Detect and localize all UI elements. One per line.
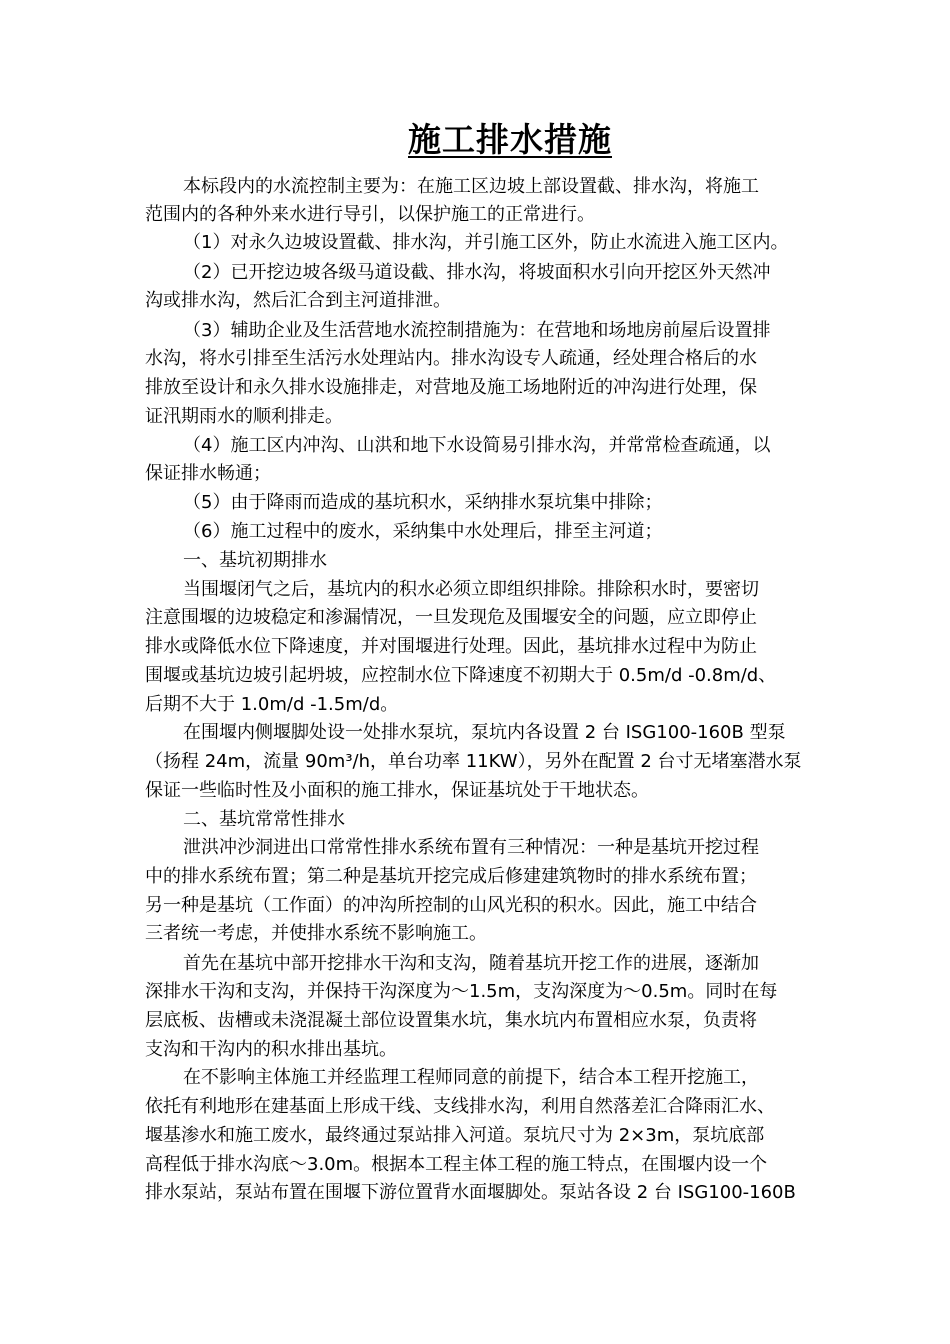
- text-line: 堰基渗水和施工废水，最终通过泵站排入河道。泵坑尺寸为 2×3m，泵坑底部: [145, 1125, 765, 1146]
- text-line: （6）施工过程中的废水，采纳集中水处理后，排至主河道；: [183, 521, 663, 542]
- text-line: （5）由于降雨而造成的基坑积水，采纳排水泵坑集中排除；: [183, 492, 663, 513]
- text-line: 注意围堰的边坡稳定和渗漏情况，一旦发现危及围堰安全的问题，应立即停止: [145, 607, 757, 628]
- document-title: 施工排水措施: [408, 120, 612, 159]
- text-line: 层底板、齿槽或未浇混凝土部位设置集水坑，集水坑内布置相应水泵，负责将: [145, 1010, 757, 1031]
- text-line: 中的排水系统布置；第二种是基坑开挖完成后修建建筑物时的排水系统布置；: [145, 866, 757, 887]
- section-heading: 一、基坑初期排水: [183, 550, 327, 571]
- text-line: 当围堰闭气之后，基坑内的积水必须立即组织排除。排除积水时，要密切: [183, 579, 759, 600]
- text-line: 高程低于排水沟底～3.0m。根据本工程主体工程的施工特点，在围堰内设一个: [145, 1154, 768, 1175]
- text-line: 首先在基坑中部开挖排水干沟和支沟，随着基坑开挖工作的进展，逐渐加: [183, 953, 759, 974]
- text-line: 三者统一考虑，并使排水系统不影响施工。: [145, 923, 487, 944]
- text-line: 排水泵站，泵站布置在围堰下游位置背水面堰脚处。泵站各设 2 台 ISG100-160B: [145, 1182, 796, 1203]
- text-line: 深排水干沟和支沟，并保持干沟深度为～1.5m，支沟深度为～0.5m。同时在每: [145, 981, 778, 1002]
- text-line: 后期不大于 1.0m/d -1.5m/d。: [145, 694, 399, 715]
- text-line: （扬程 24m，流量 90m³/h，单台功率 11KW），另外在配置 2 台寸无堵塞潜水泵: [145, 751, 802, 772]
- text-line: 范围内的各种外来水进行导引，以保护施工的正常进行。: [145, 204, 595, 225]
- text-line: 沟或排水沟，然后汇合到主河道排泄。: [145, 290, 451, 311]
- text-line: 在围堰内侧堰脚处设一处排水泵坑，泵坑内各设置 2 台 ISG100-160B 型泵: [183, 722, 786, 743]
- text-line: （1）对永久边坡设置截、排水沟，并引施工区外，防止水流进入施工区内。: [183, 232, 789, 253]
- text-line: 保证一些临时性及小面积的施工排水，保证基坑处于干地状态。: [145, 780, 649, 801]
- text-line: 依托有利地形在建基面上形成干线、支线排水沟，利用自然落差汇合降雨汇水、: [145, 1096, 775, 1117]
- text-line: 支沟和干沟内的积水排出基坑。: [145, 1039, 397, 1060]
- section-heading: 二、基坑常常性排水: [183, 809, 345, 830]
- text-line: 保证排水畅通；: [145, 463, 271, 484]
- text-line: 水沟，将水引排至生活污水处理站内。排水沟设专人疏通，经处理合格后的水: [145, 348, 757, 369]
- text-line: 围堰或基坑边坡引起坍坡，应控制水位下降速度不初期大于 0.5m/d -0.8m/d、: [145, 665, 777, 686]
- text-line: 排水或降低水位下降速度，并对围堰进行处理。因此，基坑排水过程中为防止: [145, 636, 757, 657]
- text-line: 泄洪冲沙洞进出口常常性排水系统布置有三种情况：一种是基坑开挖过程: [183, 837, 759, 858]
- text-line: （2）已开挖边坡各级马道设截、排水沟，将坡面积水引向开挖区外天然冲: [183, 262, 771, 283]
- text-line: （3）辅助企业及生活营地水流控制措施为：在营地和场地房前屋后设置排: [183, 320, 771, 341]
- text-line: 本标段内的水流控制主要为：在施工区边坡上部设置截、排水沟，将施工: [183, 176, 759, 197]
- text-line: （4）施工区内冲沟、山洪和地下水设简易引排水沟，并常常检查疏通，以: [183, 435, 771, 456]
- text-line: 证汛期雨水的顺利排走。: [145, 406, 343, 427]
- text-line: 排放至设计和永久排水设施排走，对营地及施工场地附近的冲沟进行处理，保: [145, 377, 757, 398]
- text-line: 在不影响主体施工并经监理工程师同意的前提下，结合本工程开挖施工，: [183, 1067, 759, 1088]
- text-line: 另一种是基坑（工作面）的冲沟所控制的山风光积的积水。因此，施工中结合: [145, 895, 757, 916]
